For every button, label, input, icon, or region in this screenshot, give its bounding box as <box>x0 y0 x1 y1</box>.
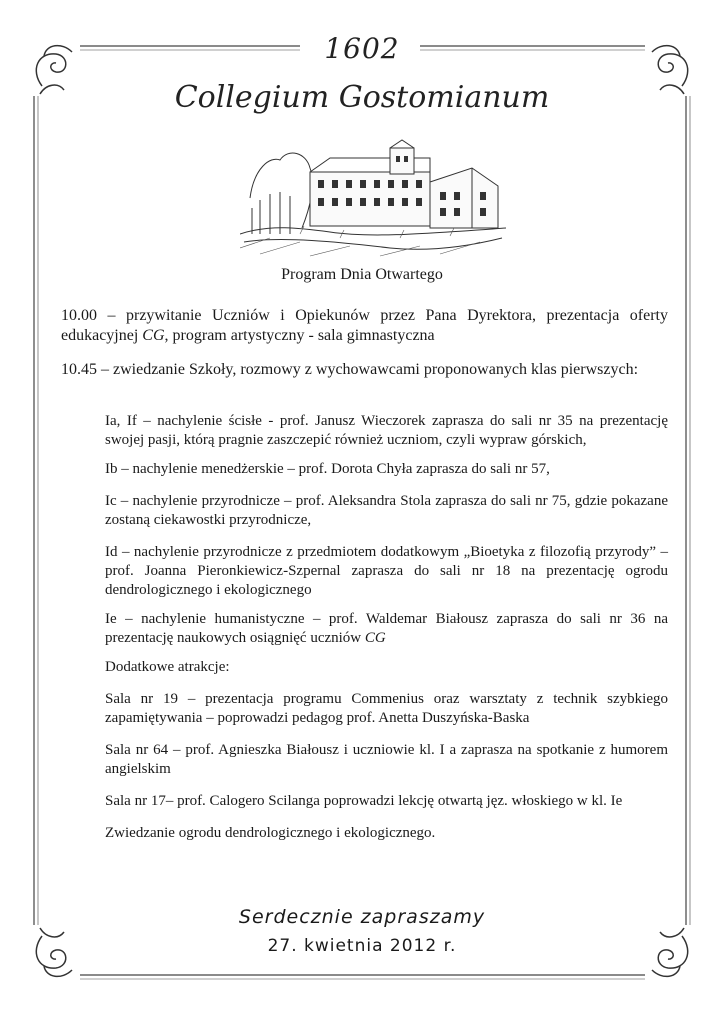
school-name: Collegium Gostomianum <box>174 80 550 115</box>
school-abbreviation: CG <box>142 327 165 344</box>
class-item: Ic – nachylenie przyrodnicze – prof. Aleksandra Stola zaprasza do sali nr 75, gdzie pokazane zostaną ciekawostki przyrodnicze, <box>105 493 668 528</box>
founding-year: 1602 <box>324 32 400 65</box>
program-title: Program Dnia Otwartego <box>281 266 443 283</box>
schedule-time: 10.45 <box>61 361 97 378</box>
extra-item: Sala nr 19 – prezentacja programu Commenius oraz warsztaty z technik szybkiego zapamiętywania – poprowadzi pedagog prof. Anetta Duszyńska-Baska <box>105 691 668 726</box>
invitation-text: Serdecznie zapraszamy <box>238 906 486 928</box>
schedule-item: 10.45 – zwiedzanie Szkoły, rozmowy z wychowawcami proponowanych klas pierwszych: <box>61 361 639 378</box>
schedule-text: przywitanie Uczniów i Opiekunów przez Pana Dyrektora, prezentacja oferty edukacyjnej <box>61 307 668 344</box>
class-item-text: Ie – nachylenie humanistyczne – prof. Waldemar Białousz zaprasza do sali nr 36 na prezentację naukowych osiągnięć uczniów <box>105 611 668 646</box>
class-item <box>105 610 668 648</box>
schedule-time: 10.00 <box>61 307 97 324</box>
schedule-text: zwiedzanie Szkoły, rozmowy z wychowawcami proponowanych klas pierwszych: <box>113 361 639 378</box>
class-item: Ia, If – nachylenie ścisłe - prof. Janusz Wieczorek zaprasza do sali nr 35 na prezentację swojej pasji, którą pragnie zaszczepić również uczniom, czyli wypraw górskich, <box>105 413 668 448</box>
extra-item: Zwiedzanie ogrodu dendrologicznego i ekologicznego. <box>105 825 436 841</box>
class-list <box>105 412 668 853</box>
class-item: Id – nachylenie przyrodnicze z przedmiotem dodatkowym „Bioetyka z filozofią przyrody” – prof. Joanna Pieronkiewicz-Szpernal zaprasza do sali nr 18 na prezentację ogrodu dendrologicznego i ekologicznego <box>105 544 668 598</box>
extra-item: Sala nr 64 – prof. Agnieszka Białousz i uczniowie kl. I a zaprasza na spotkanie z humorem angielskim <box>105 742 668 777</box>
school-abbreviation: CG <box>364 630 386 646</box>
schedule-item: 10.00 – przywitanie Uczniów i Opiekunów przez Pana Dyrektora, prezentacja oferty edukacyjnej CG, program artystyczny - sala gimnastyczna <box>61 307 668 344</box>
class-item: Ib – nachylenie menedżerskie – prof. Dorota Chyła zaprasza do sali nr 57, <box>105 461 550 477</box>
school-building-illustration <box>240 138 506 262</box>
extras-heading: Dodatkowe atrakcje: <box>105 659 230 675</box>
schedule-text-after: , program artystyczny - sala gimnastyczna <box>164 327 435 344</box>
extra-item: Sala nr 17– prof. Calogero Scilanga poprowadzi lekcję otwartą jęz. włoskiego w kl. Ie <box>105 793 623 809</box>
event-date: 27. kwietnia 2012 r. <box>267 936 457 956</box>
